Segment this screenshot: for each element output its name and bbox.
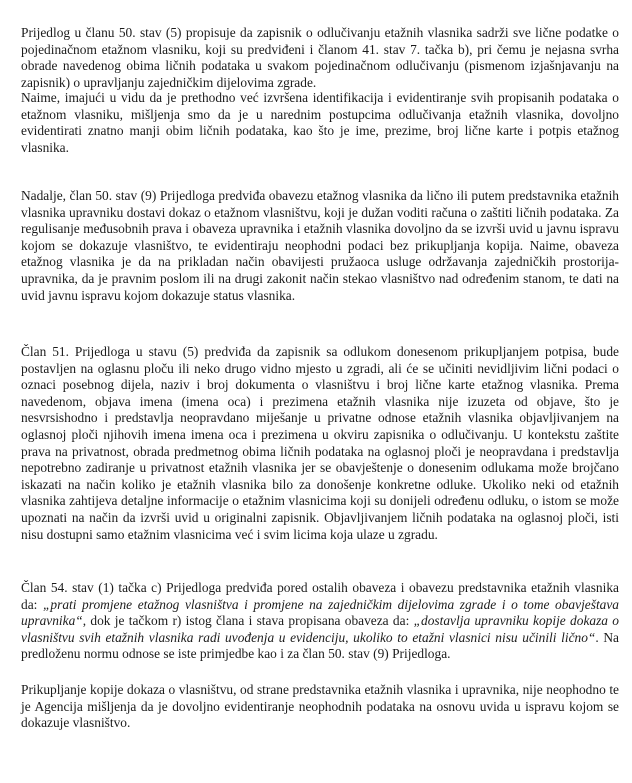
- paragraph-article-50-5: Prijedlog u članu 50. stav (5) propisuje da zapisnik o odlučivanju etažnih vlasnika sadrži sve lične podatke o pojedinačnom etažnom vlasniku, koji su predviđeni i članom 41. stav 7. tačka b), pri čemu je nejasna svrha obrade navedenog obima ličnih podataka u svakom pojedinačnom odlučivanju (pismenom izjašnjavanju na zapisnik) o upravljanju zajedničkim dijelovima zgrade.: [21, 25, 619, 90]
- paragraph-prikupljanje: Prikupljanje kopije dokaza o vlasništvu, od strane predstavnika etažnih vlasnika i upravnika, nije neophodno te je Agencija mišljenja da je dovoljno evidentiranje neophodnih podataka na osnovu uvida u ispravu kojom se dokazuje vlasništvo.: [21, 682, 619, 731]
- text-run: , dok je tačkom r) istog člana i stava propisana obaveza da:: [82, 613, 414, 629]
- paragraph-naime: Naime, imajući u vidu da je prethodno već izvršena identifikacija i evidentiranje svih propisanih podataka o etažnom vlasniku, mišljenja smo da je u narednim postupcima odlučivanja etažnih vlasnika, dovoljno evidentirati znatno manji obim ličnih podataka, kao što je ime, prezime, broj lične karte i potpis etažnog vlasnika.: [21, 90, 619, 155]
- paragraph-article-50-9: Nadalje, član 50. stav (9) Prijedloga predviđa obavezu etažnog vlasnika da lično ili putem predstavnika etažnih vlasnika upravniku dostavi dokaz o etažnom vlasništvu, koji je dužan voditi računa o zaštiti ličnih podataka. Za regulisanje međusobnih prava i obaveza upravnika i etažnih vlasnika dovoljno da se izvrši uvid u javnu ispravu kojom se dokazuje vlasništvo, te evidentiraju neophodni podaci bez prikupljanja kopija. Naime, obaveza etažnog vlasnika je da na prikladan način obavijesti pružaoca usluge održavanja zajedničkih prostorija-upravnika, da je pravnim poslom ili na drugi zakonit način stekao vlasništvo nad određenim stanom, te dati na uvid javnu ispravu kojom dokazuje status vlasnika.: [21, 188, 619, 303]
- quote-run: „prati promjene etažnog vlasništva i promjene na zajedničkim dijelovima zgrade i o tome obavještava upravnika“: [21, 596, 620, 629]
- paragraph-article-54: [21, 580, 619, 663]
- paragraph-article-51: Član 51. Prijedloga u stavu (5) predviđa da zapisnik sa odlukom donesenom prikupljanjem potpisa, bude postavljen na oglasnu ploču ili neko drugo vidno mjesto u zgradi, ali će se učiniti nevidljivim lični podaci o oznaci posebnog dijela, naziv i broj dokumenta o vlasništvu i broj lične karte etažnog vlasnika. Prema navedenom, objava imena (imena oca) i prezimena etažnih vlasnika nije izuzeta od objave, što je nesvrsishodno i predstavlja neopravdano miješanje u privatne odnose etažnih vlasnika objavljivanjem na oglasnoj ploči njihovih imena imena oca i prezimena u okviru zapisnika o odlučivanju. U kontekstu zaštite prava na privatnost, obrada predmetnog obima ličnih podataka na oglasnoj ploči je neopravdana i predstavlja nepotrebno zadiranje u privatnost etažnih vlasnika jer se obavještenje o donesenim odlukama može brojčano iskazati na način koliko je etažnih vlasnika bilo za donošenje konkretne odluke. Ukoliko neki od etažnih vlasnika zahtijeva detaljne informacije o etažnim vlasnicima koji su donijeli određenu odluku, o istom se može upoznati na način da izvrši uvid u originalni zapisnik. Objavljivanjem ličnih podataka na oglasnoj ploči, isti nisu dostupni samo etažnim vlasnicima već i svim licima koja ulaze u zgradu.: [21, 344, 619, 542]
- quote-run: „dostavlja upravniku kopije dokaza o vlasništvu svih etažnih vlasnika radi uvođenja u evidenciju, ukoliko to etažni vlasnici nisu učinili lično“: [21, 613, 619, 645]
- text-run: Član 54. stav (1) tačka c) Prijedloga predviđa pored ostalih obaveza i obavezu predstavnika etažnih vlasnika da:: [21, 580, 619, 612]
- text-run: . Na predloženu normu odnose se iste primjedbe kao i za član 50. stav (9) Prijedloga.: [21, 629, 619, 662]
